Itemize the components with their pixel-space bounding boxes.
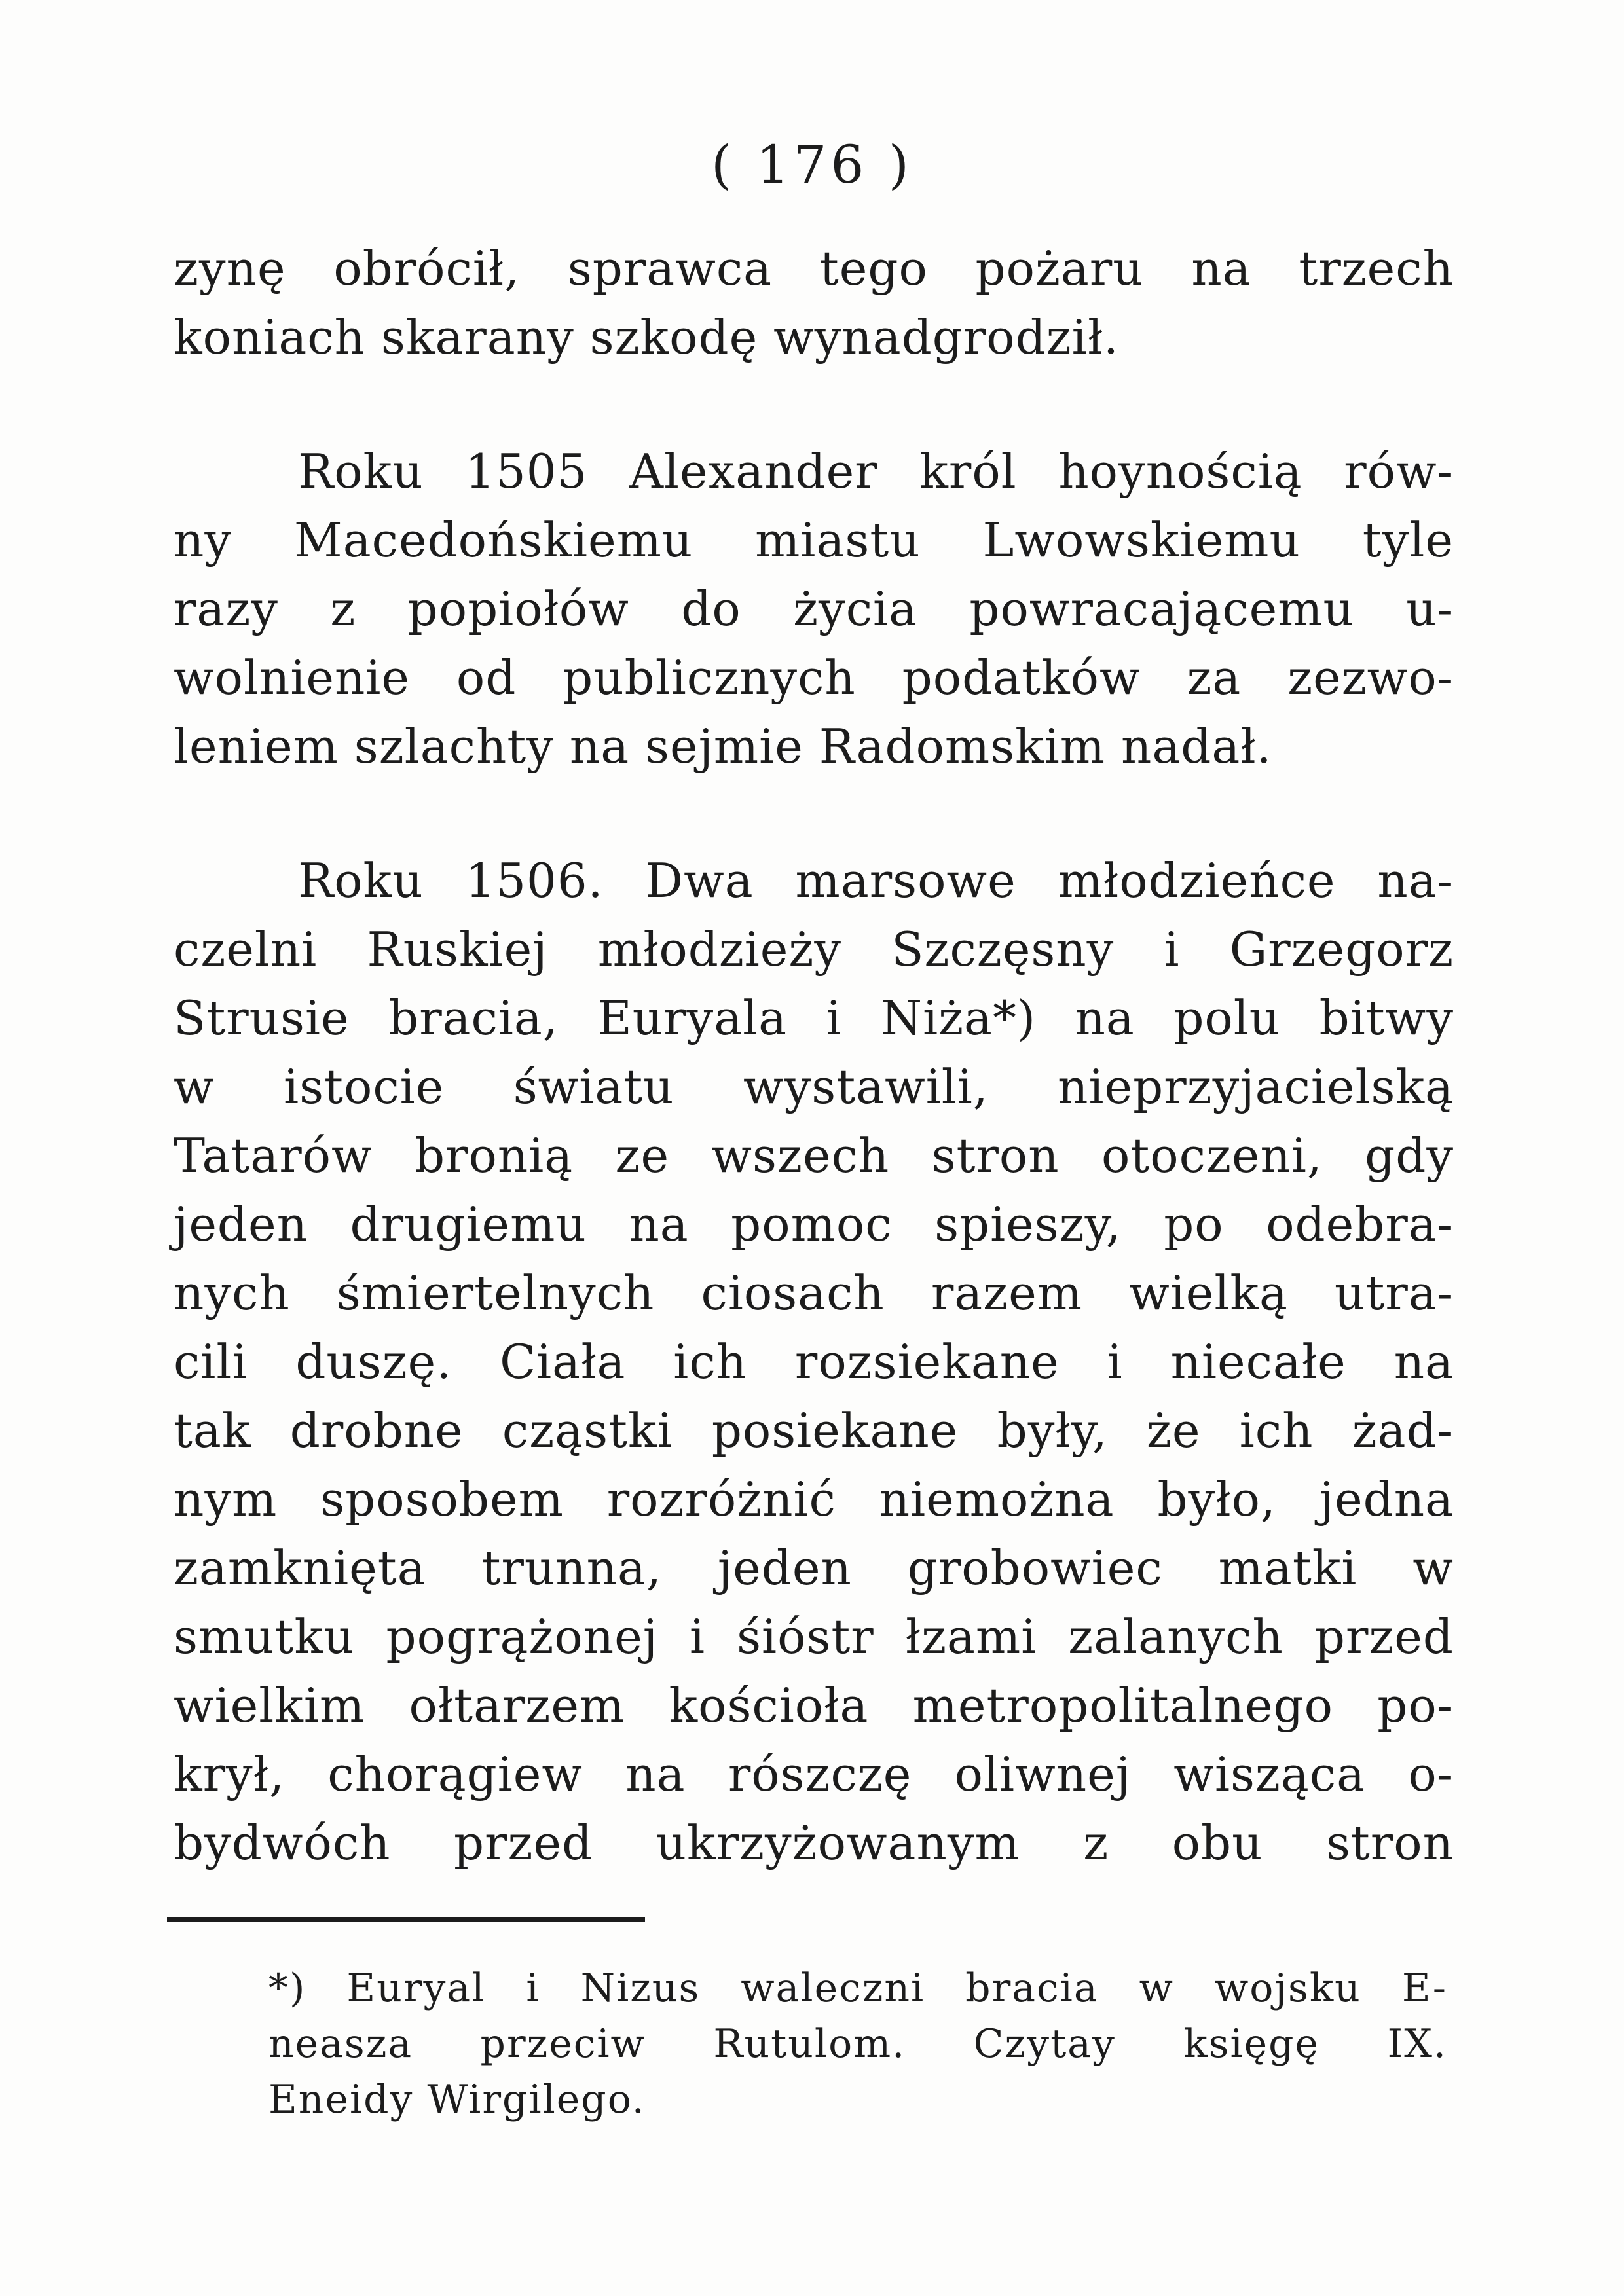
- text-line: wolnienie od publicznych podatków za zezwo-: [174, 650, 1454, 705]
- text-line: bydwóch przed ukrzyżowanym z obu stron: [174, 1815, 1454, 1870]
- footnote-line: neasza przeciw Rutulom. Czytay księgę IX.: [268, 2021, 1447, 2067]
- text-line: nym sposobem rozróżnić niemożna było, jedna: [174, 1472, 1454, 1527]
- text-line: koniach skarany szkodę wynadgrodził.: [174, 310, 1119, 365]
- text-line: wielkim ołtarzem kościoła metropolitalnego po-: [174, 1678, 1454, 1733]
- text-line: w istocie światu wystawili, nieprzyjacielską: [174, 1059, 1454, 1114]
- text-line: Strusie bracia, Euryala i Niża*) na polu bitwy: [174, 991, 1454, 1046]
- text-line: krył, chorągiew na rószczę oliwnej wisząca o-: [174, 1747, 1454, 1802]
- text-line: ny Macedońskiemu miastu Lwowskiemu tyle: [174, 513, 1454, 568]
- text-line: zynę obrócił, sprawca tego pożaru na trzech: [174, 241, 1454, 296]
- text-line: czelni Ruskiej młodzieży Szczęsny i Grzegorz: [174, 922, 1454, 977]
- footnote-line: Eneidy Wirgilego.: [268, 2077, 646, 2123]
- text-line: razy z popiołów do życia powracającemu u-: [174, 581, 1454, 636]
- text-line: Tatarów bronią ze wszech stron otoczeni, gdy: [174, 1128, 1454, 1183]
- text-line: Roku 1506. Dwa marsowe młodzieńce na-: [298, 853, 1454, 908]
- page-number: ( 176 ): [711, 134, 913, 195]
- text-line: leniem szlachty na sejmie Radomskim nadał.: [174, 719, 1272, 774]
- text-line: Roku 1505 Alexander król hoynością rów-: [298, 444, 1454, 499]
- text-line: jeden drugiemu na pomoc spieszy, po odebra-: [174, 1197, 1454, 1252]
- footnote-line: *) Euryal i Nizus waleczni bracia w wojsku E-: [268, 1965, 1447, 2011]
- text-line: cili duszę. Ciała ich rozsiekane i niecałe na: [174, 1334, 1454, 1389]
- text-line: zamknięta trunna, jeden grobowiec matki w: [174, 1540, 1454, 1595]
- text-line: tak drobne cząstki posiekane były, że ich żad-: [174, 1403, 1454, 1458]
- footnote-rule: [167, 1917, 645, 1922]
- text-line: smutku pogrążonej i śióstr łzami zalanych przed: [174, 1609, 1454, 1664]
- text-line: nych śmiertelnych ciosach razem wielką utra-: [174, 1266, 1454, 1321]
